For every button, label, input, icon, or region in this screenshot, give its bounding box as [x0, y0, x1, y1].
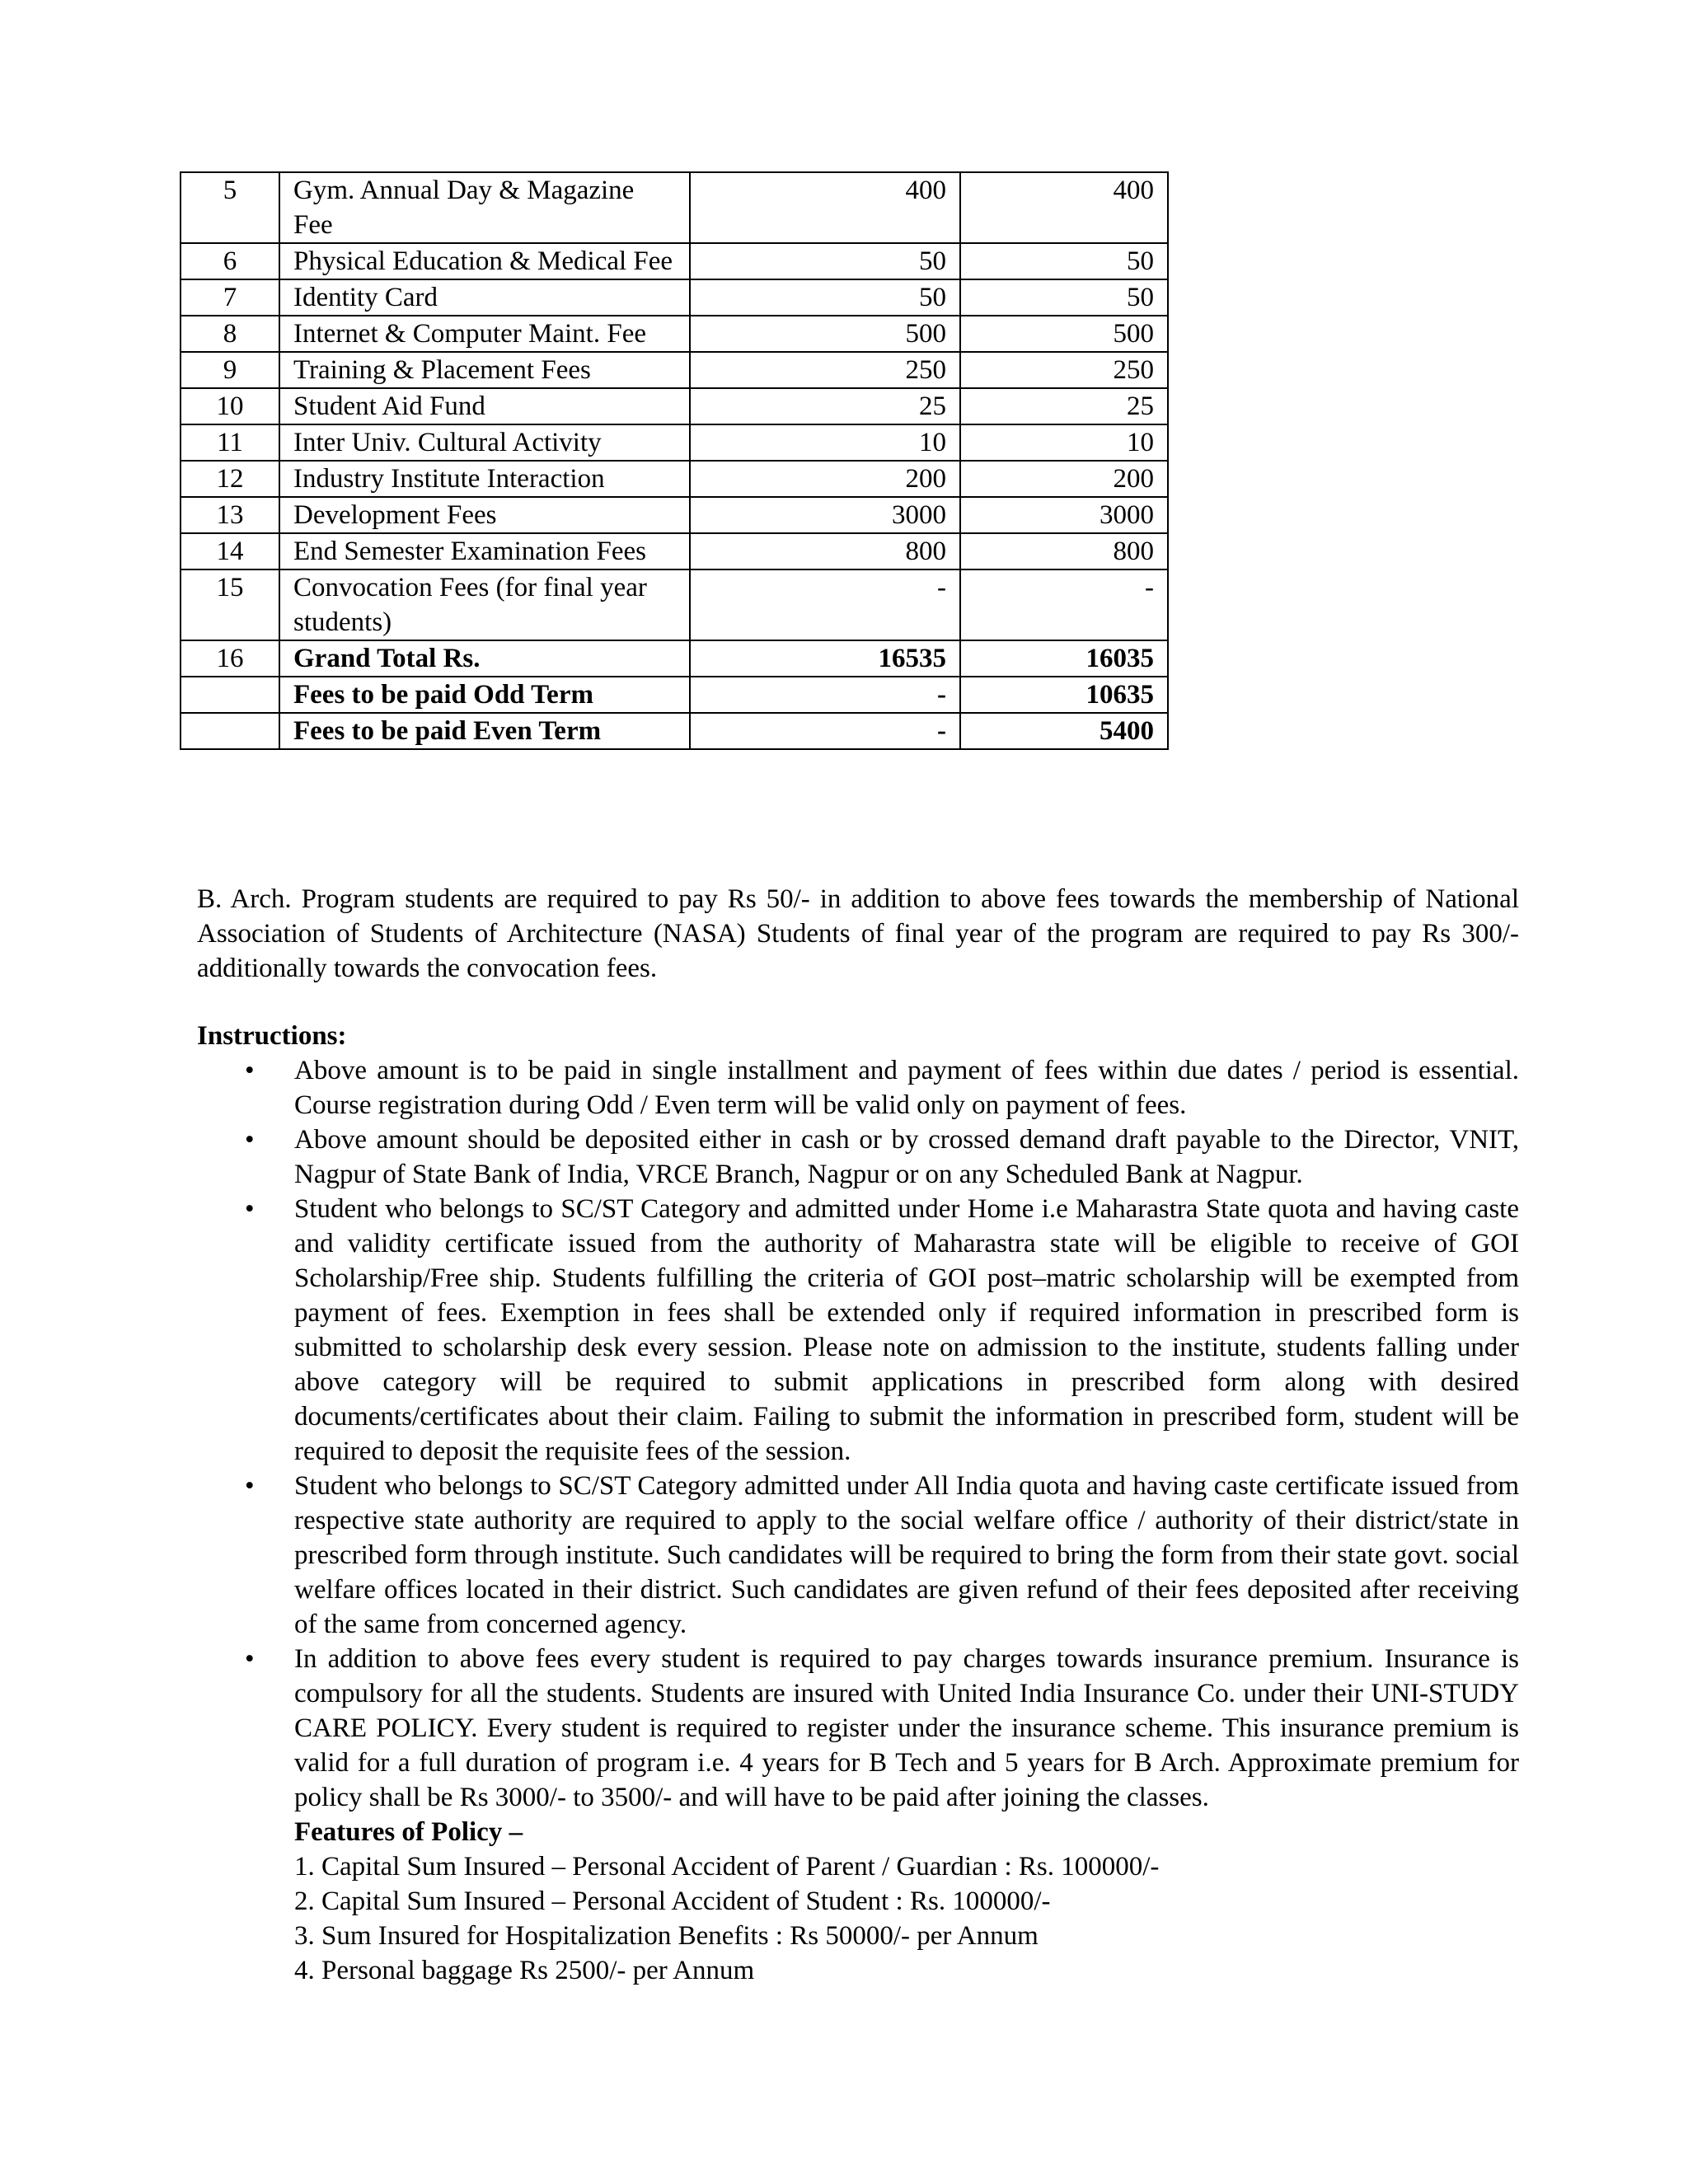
- policy-feature: 1. Capital Sum Insured – Personal Accident of Parent / Guardian : Rs. 100000/-: [294, 1852, 1160, 1882]
- instructions-list: [197, 1053, 1519, 1988]
- fee-table: [180, 171, 1169, 750]
- row-number: 9: [181, 352, 279, 388]
- amount-col-1: -: [690, 713, 960, 749]
- amount-col-2: 800: [960, 533, 1168, 569]
- amount-col-1: 400: [690, 172, 960, 243]
- amount-col-1: 16535: [690, 640, 960, 677]
- row-number: 6: [181, 243, 279, 279]
- table-row: [181, 243, 1168, 279]
- table-row: [181, 461, 1168, 497]
- table-row: [181, 713, 1168, 749]
- policy-feature: 4. Personal baggage Rs 2500/- per Annum: [294, 1956, 755, 1985]
- fee-description: Physical Education & Medical Fee: [279, 243, 690, 279]
- row-number: 14: [181, 533, 279, 569]
- table-row: [181, 352, 1168, 388]
- row-number: [181, 713, 279, 749]
- fee-description: Grand Total Rs.: [279, 640, 690, 677]
- amount-col-2: 3000: [960, 497, 1168, 533]
- fee-description: Fees to be paid Even Term: [279, 713, 690, 749]
- bullet-icon: •: [245, 1644, 255, 1674]
- amount-col-2: 250: [960, 352, 1168, 388]
- amount-col-1: 10: [690, 424, 960, 461]
- row-number: 7: [181, 279, 279, 316]
- amount-col-1: -: [690, 677, 960, 713]
- table-row: [181, 388, 1168, 424]
- table-row: [181, 497, 1168, 533]
- table-row: [181, 569, 1168, 640]
- amount-col-1: 200: [690, 461, 960, 497]
- table-row: [181, 424, 1168, 461]
- amount-col-2: 25: [960, 388, 1168, 424]
- amount-col-2: 50: [960, 243, 1168, 279]
- bullet-icon: •: [245, 1056, 255, 1085]
- amount-col-1: 250: [690, 352, 960, 388]
- table-row: [181, 640, 1168, 677]
- amount-col-2: 10635: [960, 677, 1168, 713]
- row-number: 11: [181, 424, 279, 461]
- table-row: [181, 172, 1168, 243]
- bullet-icon: •: [245, 1194, 255, 1224]
- fee-description: Inter Univ. Cultural Activity: [279, 424, 690, 461]
- table-row: [181, 677, 1168, 713]
- fee-description: Internet & Computer Maint. Fee: [279, 316, 690, 352]
- fee-description: Industry Institute Interaction: [279, 461, 690, 497]
- fee-description: Development Fees: [279, 497, 690, 533]
- amount-col-2: 200: [960, 461, 1168, 497]
- row-number: [181, 677, 279, 713]
- amount-col-1: 3000: [690, 497, 960, 533]
- fee-description: Fees to be paid Odd Term: [279, 677, 690, 713]
- amount-col-1: -: [690, 569, 960, 640]
- fee-description: Training & Placement Fees: [279, 352, 690, 388]
- amount-col-1: 25: [690, 388, 960, 424]
- amount-col-2: -: [960, 569, 1168, 640]
- row-number: 13: [181, 497, 279, 533]
- instruction-item: • Above amount is to be paid in single installment and payment of fees within due dates / period is essential. Course registration during Odd / Even term will be valid only on payment of fees.: [197, 1053, 1519, 1122]
- table-row: [181, 316, 1168, 352]
- amount-col-2: 500: [960, 316, 1168, 352]
- table-row: [181, 533, 1168, 569]
- policy-feature: 2. Capital Sum Insured – Personal Accident of Student : Rs. 100000/-: [294, 1886, 1051, 1916]
- table-row: [181, 279, 1168, 316]
- row-number: 5: [181, 172, 279, 243]
- row-number: 16: [181, 640, 279, 677]
- barch-note: B. Arch. Program students are required to pay Rs 50/- in addition to above fees towards the membership of National Association of Students of Architecture (NASA) Students of final year of the program are required to pay Rs 300/- additionally towards the convocation fees.: [197, 884, 1519, 983]
- policy-features-title: Features of Policy –: [294, 1817, 523, 1847]
- bullet-icon: •: [245, 1125, 255, 1155]
- policy-feature: 3. Sum Insured for Hospitalization Benefits : Rs 50000/- per Annum: [294, 1921, 1039, 1951]
- fee-description: Student Aid Fund: [279, 388, 690, 424]
- amount-col-2: 50: [960, 279, 1168, 316]
- row-number: 8: [181, 316, 279, 352]
- fee-description: End Semester Examination Fees: [279, 533, 690, 569]
- amount-col-2: 400: [960, 172, 1168, 243]
- amount-col-1: 50: [690, 279, 960, 316]
- amount-col-1: 800: [690, 533, 960, 569]
- instruction-item: • Above amount should be deposited either in cash or by crossed demand draft payable to the Director, VNIT, Nagpur of State Bank of India, VRCE Branch, Nagpur or on any Scheduled Bank at Nagpur.: [197, 1122, 1519, 1192]
- amount-col-1: 50: [690, 243, 960, 279]
- amount-col-2: 5400: [960, 713, 1168, 749]
- amount-col-2: 10: [960, 424, 1168, 461]
- fee-description: Convocation Fees (for final year students): [279, 569, 690, 640]
- row-number: 12: [181, 461, 279, 497]
- amount-col-2: 16035: [960, 640, 1168, 677]
- bullet-icon: •: [245, 1471, 255, 1501]
- amount-col-1: 500: [690, 316, 960, 352]
- row-number: 15: [181, 569, 279, 640]
- instruction-item: • In addition to above fees every student is required to pay charges towards insurance premium. Insurance is compulsory for all the students. Students are insured with United India Insurance Co. under their UNI-STUDY CARE POLICY. Every student is required to register under the insurance scheme. This insurance premium is valid for a full duration of program i.e. 4 years for B Tech and 5 years for B Arch. Approximate premium for policy shall be Rs 3000/- to 3500/- and will have to be paid after joining the classes.: [197, 1642, 1519, 1815]
- fee-description: Identity Card: [279, 279, 690, 316]
- instruction-item: • Student who belongs to SC/ST Category admitted under All India quota and having caste certificate issued from respective state authority are required to apply to the social welfare office / authority of their district/state in prescribed form through institute. Such candidates will be required to bring the form from their state govt. social welfare offices located in their district. Such candidates are given refund of their fees deposited after receiving of the same from concerned agency.: [197, 1469, 1519, 1642]
- row-number: 10: [181, 388, 279, 424]
- instructions-heading: Instructions:: [197, 1021, 347, 1051]
- instruction-item: • Student who belongs to SC/ST Category and admitted under Home i.e Maharastra State quota and having caste and validity certificate issued from the authority of Maharastra state will be eligible to receive of GOI Scholarship/Free ship. Students fulfilling the criteria of GOI post–matric scholarship will be exempted from payment of fees. Exemption in fees shall be extended only if required information in prescribed form is submitted to scholarship desk every session. Please note on admission to the institute, students falling under above category will be required to submit applications in prescribed form along with desired documents/certificates about their claim. Failing to submit the information in prescribed form, student will be required to deposit the requisite fees of the session.: [197, 1192, 1519, 1469]
- fee-description: Gym. Annual Day & Magazine Fee: [279, 172, 690, 243]
